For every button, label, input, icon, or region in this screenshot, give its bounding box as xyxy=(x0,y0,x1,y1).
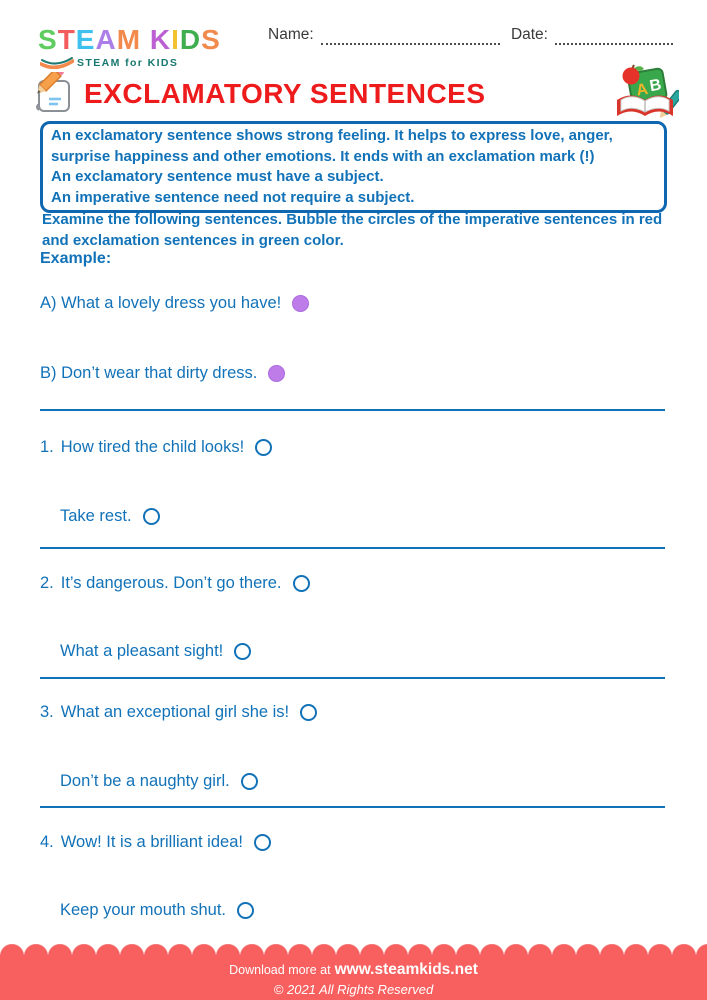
website-link[interactable]: www.steamkids.net xyxy=(334,961,478,978)
divider xyxy=(40,677,665,679)
date-input-line[interactable] xyxy=(555,31,673,45)
definition-line: An imperative sentence need not require a subject. xyxy=(51,188,415,206)
name-label: Name: xyxy=(268,26,314,43)
divider xyxy=(40,409,665,411)
logo-letter: A xyxy=(95,24,117,55)
example-label: Example: xyxy=(40,250,112,267)
date-label: Date: xyxy=(510,26,548,43)
footer xyxy=(0,955,707,1000)
copyright-text: © 2021 All Rights Reserved xyxy=(273,982,434,997)
question-4-sub xyxy=(60,901,254,920)
definition-box xyxy=(40,121,667,213)
question-number: 1. xyxy=(40,438,54,456)
example-text: B) Don’t wear that dirty dress. xyxy=(40,364,258,382)
question-text: Take rest. xyxy=(60,507,132,525)
book-ab-icon xyxy=(613,64,679,124)
question-3-main xyxy=(40,703,317,722)
divider xyxy=(40,547,665,549)
steam-kids-logo xyxy=(38,26,256,71)
question-text: Wow! It is a brilliant idea! xyxy=(60,833,243,851)
question-4-main xyxy=(40,833,271,852)
answer-bubble[interactable] xyxy=(268,365,285,382)
name-date-row xyxy=(268,26,673,53)
answer-bubble[interactable] xyxy=(255,439,272,456)
page-title: EXCLAMATORY SENTENCES xyxy=(84,78,486,109)
question-2-main xyxy=(40,574,310,593)
question-text: What a pleasant sight! xyxy=(60,642,224,660)
logo-letter: M xyxy=(116,24,142,55)
answer-bubble[interactable] xyxy=(292,295,309,312)
example-item-a xyxy=(40,294,309,313)
logo-letter xyxy=(141,24,150,55)
footer-download-line xyxy=(0,961,707,979)
definition-line: An exclamatory sentence shows strong feeling. It helps to express love, anger, surprise happiness and other emotions. It ends with an exclamation mark (!) xyxy=(51,127,613,165)
answer-bubble[interactable] xyxy=(241,773,258,790)
download-prefix: Download more at xyxy=(229,963,331,977)
question-2-sub xyxy=(60,642,251,661)
answer-bubble[interactable] xyxy=(293,575,310,592)
question-1-sub xyxy=(60,507,160,526)
question-text: What an exceptional girl she is! xyxy=(60,703,290,721)
question-text: It’s dangerous. Don’t go there. xyxy=(60,574,282,592)
logo-wordmark xyxy=(38,26,256,54)
header xyxy=(38,26,673,71)
question-number: 2. xyxy=(40,574,54,592)
question-number: 4. xyxy=(40,833,54,851)
title-row xyxy=(30,66,679,122)
divider xyxy=(40,806,665,808)
logo-letter: S xyxy=(38,24,58,55)
question-text: How tired the child looks! xyxy=(60,438,245,456)
example-item-b xyxy=(40,364,285,383)
logo-letter: S xyxy=(201,24,221,55)
answer-bubble[interactable] xyxy=(143,508,160,525)
answer-bubble[interactable] xyxy=(237,902,254,919)
answer-bubble[interactable] xyxy=(234,643,251,660)
name-input-line[interactable] xyxy=(321,31,500,45)
logo-tagline: STEAM for KIDS xyxy=(77,57,179,69)
logo-letter: K xyxy=(149,24,172,55)
question-number: 3. xyxy=(40,703,54,721)
definition-line: An exclamatory sentence must have a subject. xyxy=(51,168,384,185)
answer-bubble[interactable] xyxy=(254,834,271,851)
pencil-paper-icon xyxy=(30,72,76,116)
question-text: Keep your mouth shut. xyxy=(60,901,227,919)
question-1-main xyxy=(40,438,272,457)
svg-text:A: A xyxy=(634,80,650,100)
question-text: Don’t be a naughty girl. xyxy=(60,772,230,790)
logo-letter: E xyxy=(75,24,96,55)
logo-letter: T xyxy=(57,24,76,55)
logo-letter: I xyxy=(171,24,180,55)
answer-bubble[interactable] xyxy=(300,704,317,721)
instructions-text: Examine the following sentences. Bubble the circles of the imperative sentences in red and exclamation sentences in green color. xyxy=(42,211,663,249)
svg-text:B: B xyxy=(648,76,663,96)
logo-letter: D xyxy=(179,24,202,55)
example-text: A) What a lovely dress you have! xyxy=(40,294,282,312)
question-3-sub xyxy=(60,772,258,791)
